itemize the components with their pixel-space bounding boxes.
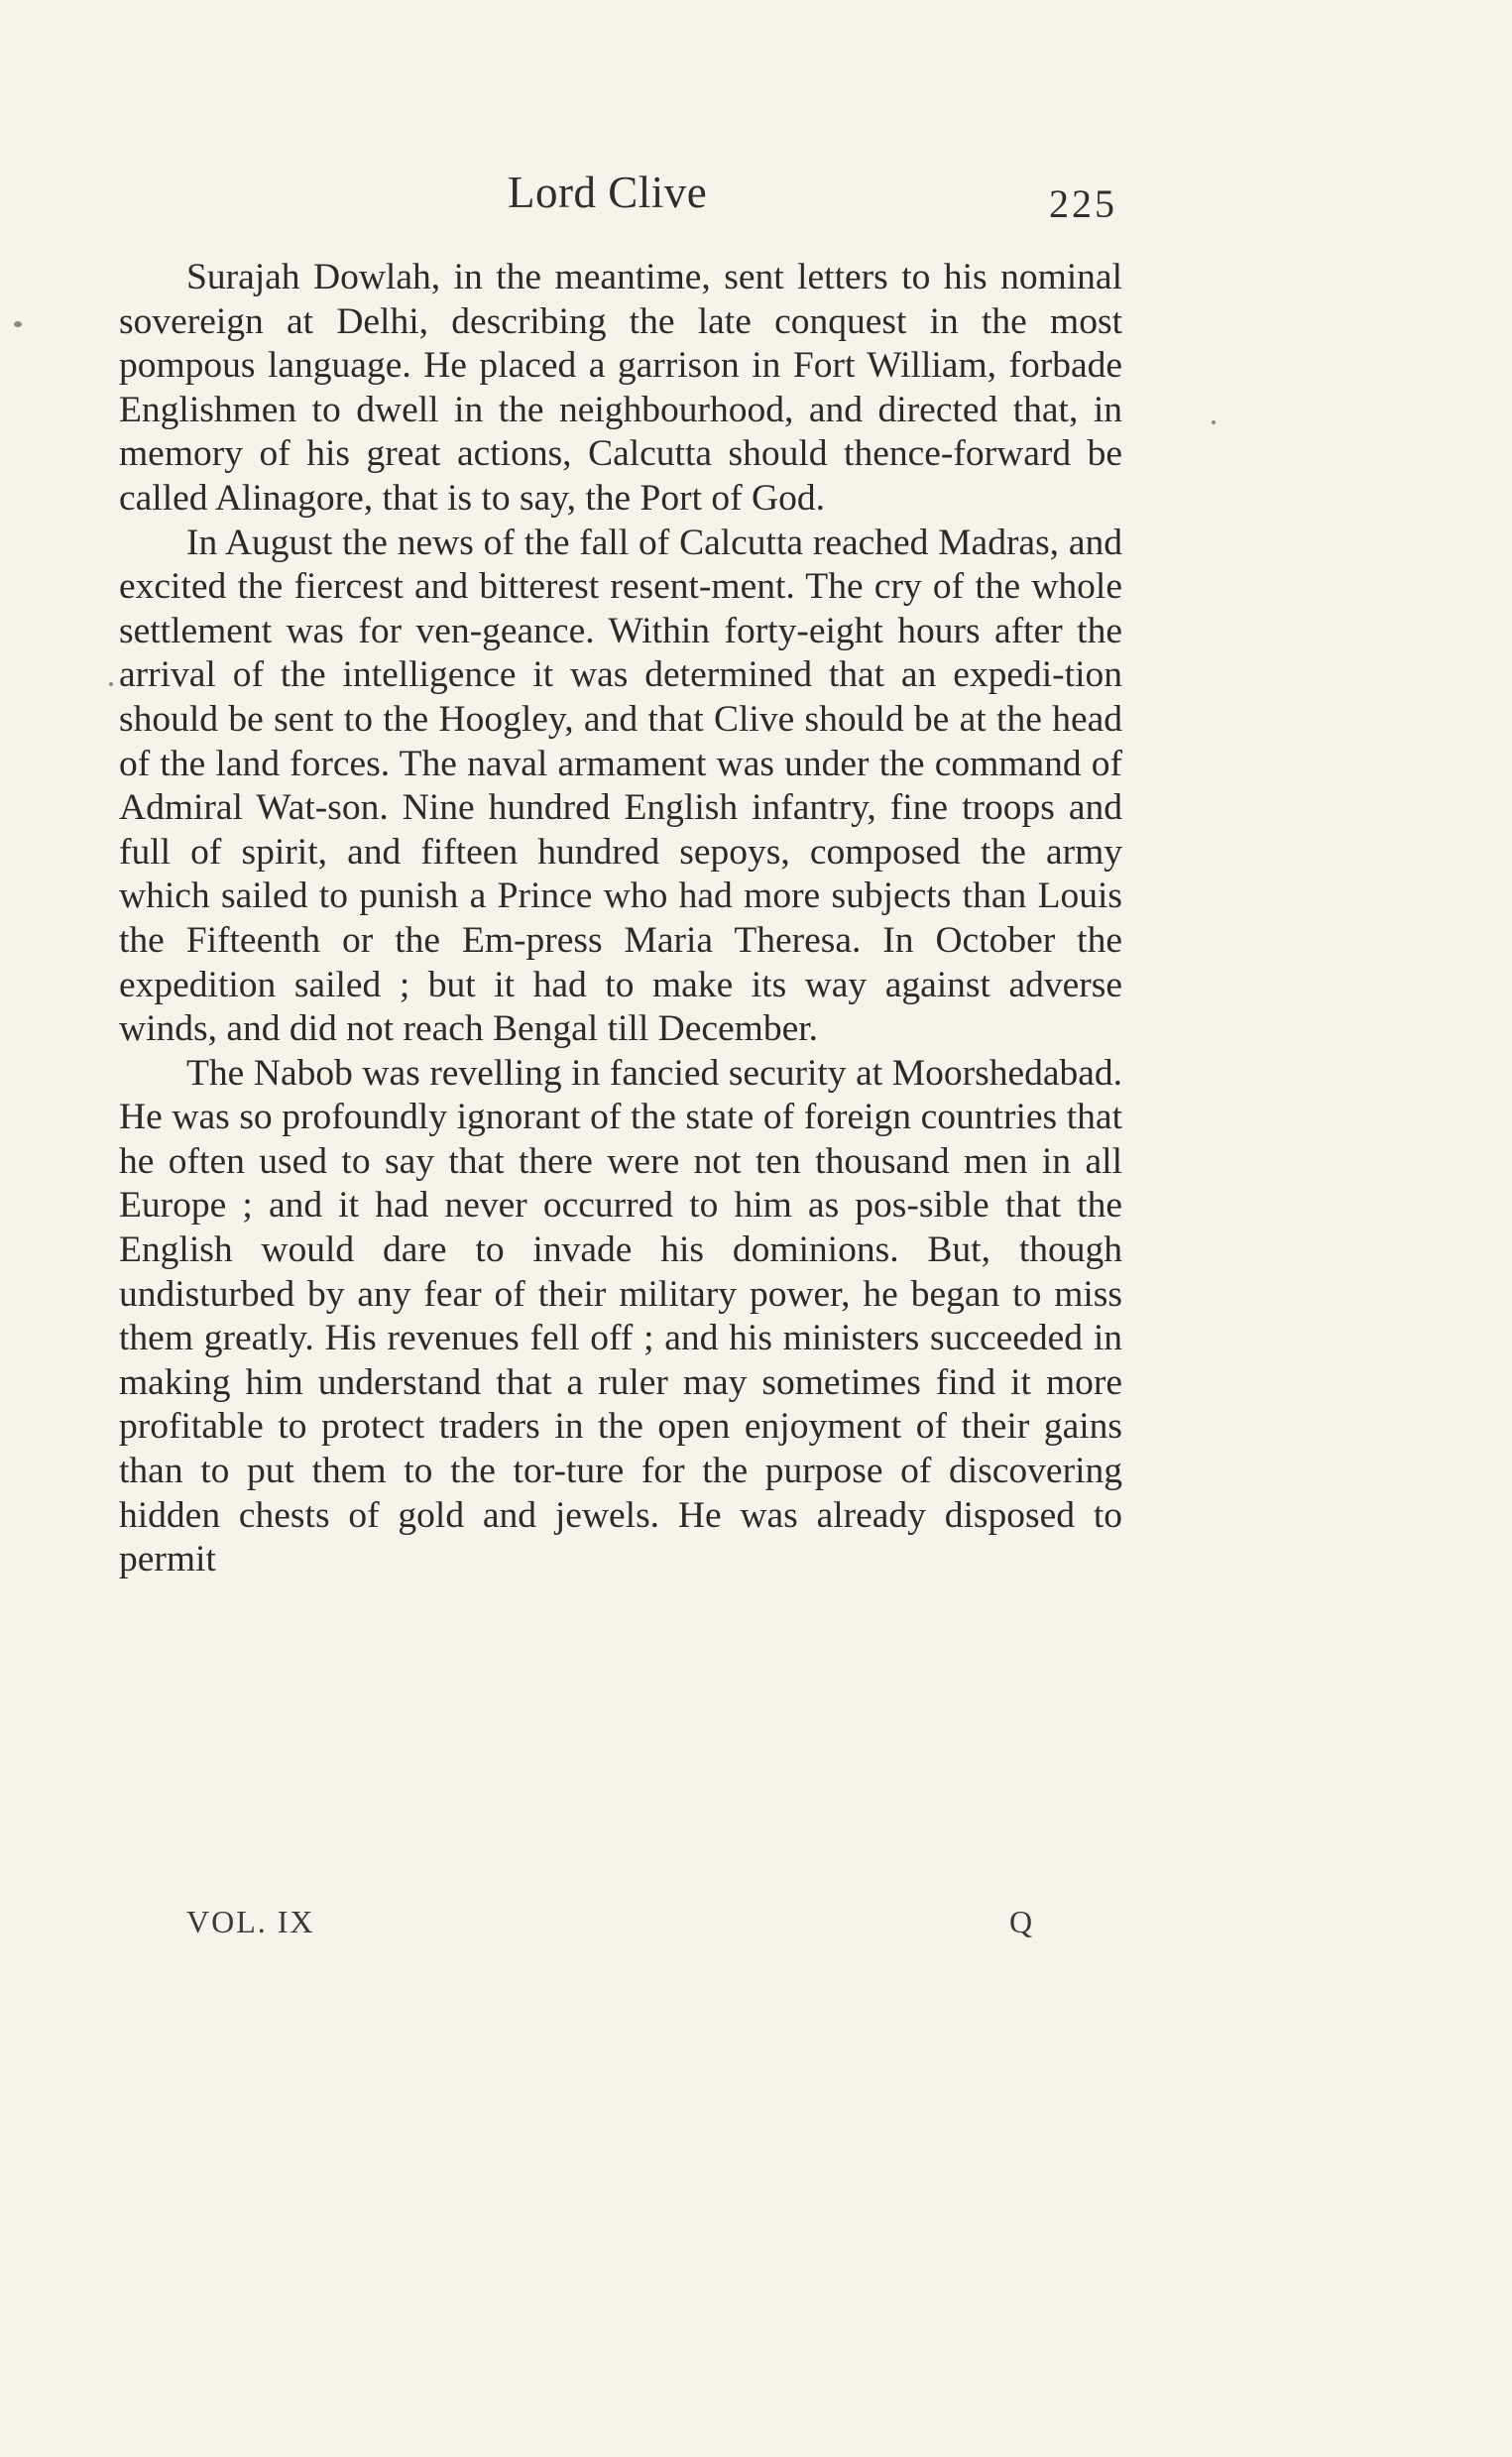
page-number: 225 [1049,181,1117,226]
signature-mark: Q [1009,1904,1033,1939]
paper-speck [14,321,22,327]
paragraph-2: In August the news of the fall of Calcutta reached Madras, and excited the fiercest and bitterest resent-ment. The cry of the whole settlement was for ven-geance. Within forty-eight hours after the arrival of the intelligence it was determined that an expedi-tion should be sent to the Hoogley, and that Clive should be at the head of the land forces. The naval armament was under the command of Admiral Wat-son. Nine hundred English infantry, fine troops and full of spirit, and fifteen hundred sepoys, composed the army which sailed to punish a Prince who had more subjects than Louis the Fifteenth or the Em-press Maria Theresa. In October the expedition sailed ; but it had to make its way against adverse winds, and did not reach Bengal till December. [119,522,1122,1050]
volume-label: VOL. IX [186,1904,315,1939]
paragraph-3: The Nabob was revelling in fancied security at Moorshedabad. He was so profoundly ignorant of the state of foreign countries that he often used to say that there were not ten thousand men in all Europe ; and it had never occurred to him as pos-sible that the English would dare to invade his dominions. But, though undisturbed by any fear of their military power, he began to miss them greatly. His revenues fell off ; and his ministers succeeded in making him understand that a ruler may sometimes find it more profitable to protect traders in the open enjoyment of their gains than to put them to the tor-ture for the purpose of discovering hidden chests of gold and jewels. He was already disposed to permit [119,1052,1122,1580]
paper-speck [109,682,113,686]
body-text [119,256,1122,1582]
page-footer [0,1904,1512,1953]
running-head [0,167,1512,226]
running-title: Lord Clive [508,168,708,217]
paper-speck [1212,420,1216,424]
paragraph-1: Surajah Dowlah, in the meantime, sent letters to his nominal sovereign at Delhi, describing the late conquest in the most pompous language. He placed a garrison in Fort William, forbade Englishmen to dwell in the neighbourhood, and directed that, in memory of his great actions, Calcutta should thence-forward be called Alinagore, that is to say, the Port of God. [119,257,1122,519]
